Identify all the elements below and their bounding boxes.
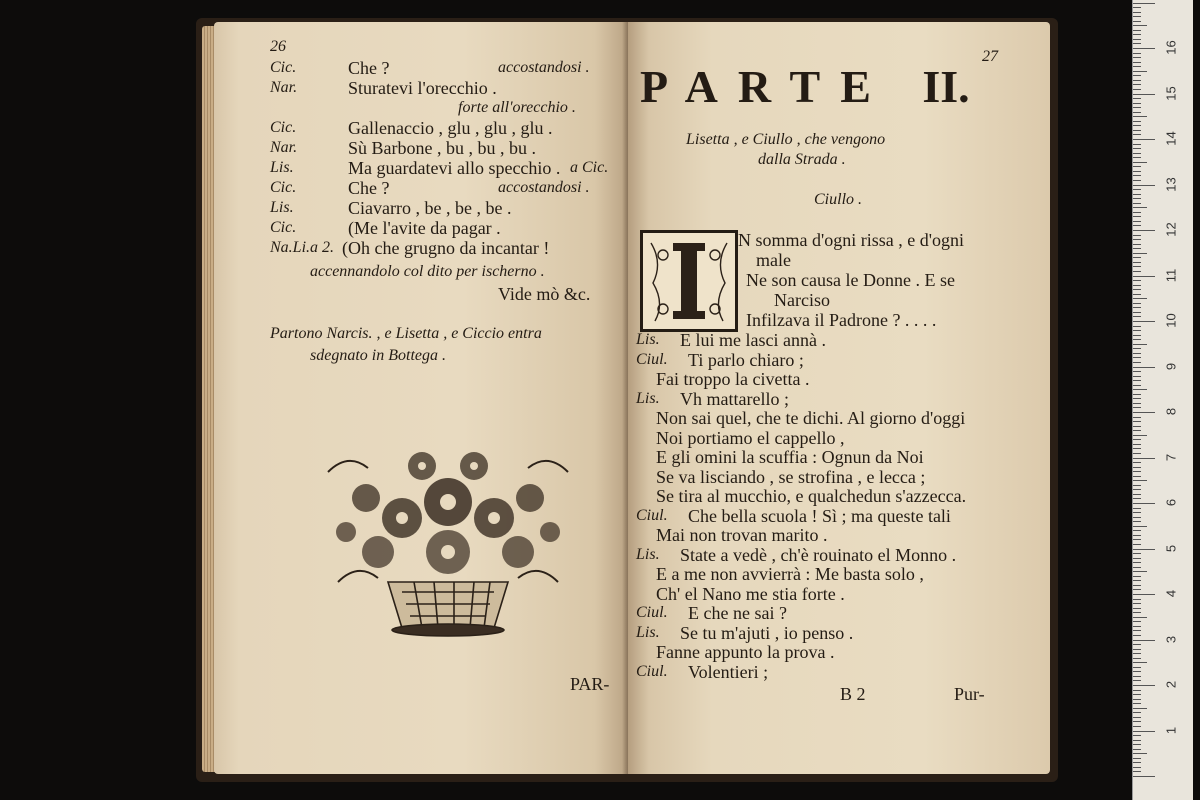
flower-basket-woodcut <box>318 432 578 640</box>
ruler-tick <box>1133 153 1141 154</box>
dialogue-text: (Oh che grugno da incantar ! <box>342 238 550 258</box>
opening-line: Narciso <box>774 290 830 310</box>
ruler-tick <box>1133 198 1141 199</box>
ruler-tick <box>1133 98 1141 99</box>
ruler-label: 13 <box>1163 176 1179 192</box>
dialogue-text: Che ? <box>348 178 390 198</box>
ruler-tick <box>1133 312 1141 313</box>
scene-heading-2: dalla Strada . <box>758 151 846 168</box>
ruler-tick <box>1133 130 1141 131</box>
ruler-tick <box>1133 539 1141 540</box>
ruler-tick <box>1133 671 1141 672</box>
ruler-tick <box>1133 740 1141 741</box>
ruler-tick <box>1133 225 1141 226</box>
catchword: Pur- <box>954 684 985 704</box>
speaker-label: Ciul. <box>636 350 668 368</box>
ruler-tick <box>1133 680 1141 681</box>
dialogue-text: E a me non avvierrà : Me basta solo , <box>656 564 924 584</box>
ruler-tick <box>1133 248 1141 249</box>
ruler-tick <box>1133 694 1141 695</box>
dialogue-text: Volentieri ; <box>688 661 769 682</box>
ruler-tick <box>1133 630 1141 631</box>
ruler-tick <box>1133 276 1155 277</box>
title-numeral: II. <box>922 61 970 112</box>
dialogue-text: Ma guardatevi allo specchio . <box>348 158 561 178</box>
ruler-tick <box>1133 753 1147 754</box>
ruler-label: 12 <box>1163 222 1179 237</box>
ruler-tick <box>1133 494 1141 495</box>
ruler-tick <box>1133 444 1141 445</box>
ruler-tick <box>1133 89 1141 90</box>
ruler-tick <box>1133 771 1141 772</box>
ruler-tick <box>1133 39 1141 40</box>
measuring-ruler <box>1132 0 1193 800</box>
opening-line: Infilzava il Padrone ? . . . . <box>746 310 937 330</box>
ruler-label: 4 <box>1163 589 1179 598</box>
ruler-label: 15 <box>1163 85 1179 101</box>
ruler-tick <box>1133 316 1141 317</box>
dialogue-text: Vh mattarello ; <box>680 388 789 409</box>
ruler-tick <box>1133 280 1141 281</box>
ruler-tick <box>1133 453 1141 454</box>
ruler-tick <box>1133 326 1141 327</box>
ruler-tick <box>1133 521 1141 522</box>
speaker-label: Na.Li.a 2. <box>270 239 335 256</box>
opening-line: N somma d'ogni rissa , e d'ogni <box>738 230 964 250</box>
ruler-tick <box>1133 253 1147 254</box>
speaker-label: Cic. <box>270 119 297 136</box>
speaker-heading: Ciullo . <box>814 191 863 208</box>
ruler-tick <box>1133 690 1141 691</box>
dialogue-text: Ti parlo chiaro ; <box>688 349 804 370</box>
page-number: 26 <box>270 38 286 55</box>
dialogue-text: Sù Barbone , bu , bu , bu . <box>348 138 536 158</box>
ruler-tick <box>1133 80 1141 81</box>
dialogue-text: Se va lisciando , se strofina , e lecca ; <box>656 466 926 487</box>
opening-line: male <box>756 250 791 270</box>
ruler-tick <box>1133 749 1141 750</box>
title-word: PARTE <box>640 61 891 112</box>
ruler-tick <box>1133 139 1155 140</box>
ruler-label: 8 <box>1163 407 1179 416</box>
dialogue-text: Che ? <box>348 58 390 78</box>
dialogue-text: (Me l'avite da pagar . <box>348 218 501 238</box>
ruler-tick <box>1133 603 1141 604</box>
ruler-tick <box>1133 617 1147 618</box>
ruler-tick <box>1133 458 1155 459</box>
ruler-tick <box>1133 185 1155 186</box>
ruler-tick <box>1133 235 1141 236</box>
ruler-tick <box>1133 448 1141 449</box>
speaker-label: Ciul. <box>636 506 668 524</box>
speaker-label: Ciul. <box>636 662 668 680</box>
stage-direction: accostandosi . <box>498 59 590 76</box>
ruler-tick <box>1133 489 1141 490</box>
ruler-tick <box>1133 407 1141 408</box>
ruler-tick <box>1133 121 1141 122</box>
ruler-tick <box>1133 608 1141 609</box>
ruler-tick <box>1133 676 1141 677</box>
speaker-label: Lis. <box>270 199 294 216</box>
ruler-tick <box>1133 157 1141 158</box>
ruler-tick <box>1133 398 1141 399</box>
ruler-tick <box>1133 371 1141 372</box>
ruler-tick <box>1133 357 1141 358</box>
ruler-tick <box>1133 48 1155 49</box>
ruler-tick <box>1133 430 1141 431</box>
ruler-tick <box>1133 467 1141 468</box>
ruler-tick <box>1133 558 1141 559</box>
ruler-tick <box>1133 289 1141 290</box>
ruler-tick <box>1133 744 1141 745</box>
ruler-tick <box>1133 380 1141 381</box>
ruler-tick <box>1133 175 1141 176</box>
ruler-tick <box>1133 30 1141 31</box>
ruler-label: 3 <box>1163 635 1179 643</box>
ruler-tick <box>1133 66 1141 67</box>
ruler-tick <box>1133 221 1141 222</box>
ruler-tick <box>1133 257 1141 258</box>
ruler-tick <box>1133 480 1147 481</box>
drop-cap-woodcut <box>640 230 738 332</box>
speaker-label: Cic. <box>270 59 297 76</box>
ruler-tick <box>1133 239 1141 240</box>
ruler-tick <box>1133 721 1141 722</box>
ruler-tick <box>1133 162 1147 163</box>
ruler-tick <box>1133 389 1147 390</box>
ruler-tick <box>1133 362 1141 363</box>
ruler-tick <box>1133 62 1141 63</box>
speaker-label: Nar. <box>270 79 298 96</box>
ruler-tick <box>1133 25 1147 26</box>
ruler-tick <box>1133 403 1141 404</box>
ruler-tick <box>1133 344 1147 345</box>
ruler-label: 7 <box>1163 453 1179 461</box>
ruler-label: 10 <box>1163 313 1179 328</box>
speaker-label: Lis. <box>636 545 660 563</box>
ruler-tick <box>1133 685 1155 686</box>
ruler-label: 5 <box>1163 544 1179 552</box>
ruler-tick <box>1133 244 1141 245</box>
ruler-label: 2 <box>1163 680 1179 689</box>
ruler-tick <box>1133 549 1155 550</box>
dialogue-text: Mai non trovan marito . <box>656 525 828 545</box>
ruler-tick <box>1133 266 1141 267</box>
ruler-tick <box>1133 717 1141 718</box>
ruler-tick <box>1133 7 1141 8</box>
ruler-tick <box>1133 599 1141 600</box>
ruler-label: 14 <box>1163 131 1179 146</box>
ruler-tick <box>1133 726 1141 727</box>
dialogue-text: Sturatevi l'orecchio . <box>348 78 497 98</box>
ruler-tick <box>1133 476 1141 477</box>
ruler-tick <box>1133 148 1141 149</box>
left-page <box>214 22 628 774</box>
exit-direction-1: Partono Narcis. , e Lisetta , e Ciccio entra <box>270 325 542 342</box>
ruler-label: 11 <box>1163 268 1179 282</box>
ruler-tick <box>1133 112 1141 113</box>
ruler-tick <box>1133 580 1141 581</box>
ruler-tick <box>1133 262 1141 263</box>
ruler-tick <box>1133 526 1147 527</box>
ruler-tick <box>1133 57 1141 58</box>
ruler-tick <box>1133 712 1141 713</box>
ruler-tick <box>1133 421 1141 422</box>
ruler-tick <box>1133 212 1141 213</box>
ruler-tick <box>1133 43 1141 44</box>
ruler-tick <box>1133 171 1141 172</box>
ruler-tick <box>1133 508 1141 509</box>
ruler-tick <box>1133 503 1155 504</box>
dialogue-text: Ciavarro , be , be , be . <box>348 198 512 218</box>
ruler-label: 9 <box>1163 362 1179 370</box>
dialogue-text: E gli omini la scuffia : Ognun da Noi <box>656 447 924 467</box>
ruler-tick <box>1133 348 1141 349</box>
ruler-tick <box>1133 180 1141 181</box>
ruler-tick <box>1133 34 1141 35</box>
ruler-tick <box>1133 594 1155 595</box>
ruler-tick <box>1133 498 1141 499</box>
ruler-tick <box>1133 330 1141 331</box>
ruler-tick <box>1133 125 1141 126</box>
ruler-tick <box>1133 658 1141 659</box>
ruler-tick <box>1133 621 1141 622</box>
dialogue-text: State a vedè , ch'è rouinato el Monno . <box>680 544 957 565</box>
ruler-tick <box>1133 767 1141 768</box>
ruler-tick <box>1133 653 1141 654</box>
ruler-tick <box>1133 385 1141 386</box>
ruler-tick <box>1133 207 1147 208</box>
ruler-tick <box>1133 567 1141 568</box>
vide-line: Vide mò &c. <box>498 284 591 304</box>
ruler-tick <box>1133 3 1155 4</box>
ruler-tick <box>1133 667 1141 668</box>
scene-heading-1: Lisetta , e Ciullo , che vengono <box>686 131 886 148</box>
ruler-tick <box>1133 662 1147 663</box>
dialogue-text: Se tira al mucchio, e qualchedun s'azzecca. <box>656 486 967 506</box>
ruler-tick <box>1133 294 1141 295</box>
ruler-tick <box>1133 699 1141 700</box>
ruler-tick <box>1133 367 1155 368</box>
ruler-tick <box>1133 394 1141 395</box>
ruler-tick <box>1133 703 1141 704</box>
ruler-tick <box>1133 571 1147 572</box>
ruler-tick <box>1133 376 1141 377</box>
dialogue-text: Gallenaccio , glu , glu , glu . <box>348 118 553 138</box>
ruler-tick <box>1133 708 1147 709</box>
ruler-tick <box>1133 16 1141 17</box>
ruler-label: 1 <box>1163 726 1179 734</box>
speaker-label: Lis. <box>636 331 660 348</box>
ruler-tick <box>1133 53 1141 54</box>
ruler-tick <box>1133 21 1141 22</box>
ruler-tick <box>1133 230 1155 231</box>
dialogue-text: Se tu m'ajuti , io penso . <box>680 622 854 643</box>
ruler-tick <box>1133 116 1147 117</box>
speaker-label: Ciul. <box>636 604 668 621</box>
dialogue-text: Noi portiamo el cappello , <box>656 427 845 448</box>
ruler-tick <box>1133 298 1147 299</box>
stage-direction: forte all'orecchio . <box>458 99 576 116</box>
dialogue-text: Che bella scuola ! Sì ; ma queste tali <box>688 505 951 526</box>
speaker-label: Lis. <box>636 623 660 641</box>
ruler-tick <box>1133 271 1141 272</box>
stage-direction: a Cic. <box>570 159 609 176</box>
dialogue-text: Fai troppo la civetta . <box>656 369 810 389</box>
ruler-tick <box>1133 417 1141 418</box>
dialogue-text: Ch' el Nano me stia forte . <box>656 583 845 604</box>
ruler-tick <box>1133 762 1141 763</box>
ruler-tick <box>1133 339 1141 340</box>
catchword: PAR- <box>570 674 610 694</box>
ruler-tick <box>1133 12 1141 13</box>
ruler-tick <box>1133 189 1141 190</box>
ruler-tick <box>1133 103 1141 104</box>
speaker-label: Lis. <box>270 159 294 176</box>
ruler-tick <box>1133 144 1141 145</box>
ruler-tick <box>1133 462 1141 463</box>
exit-direction-2: sdegnato in Bottega . <box>310 347 446 364</box>
dialogue-text: Non sai quel, che te dichi. Al giorno d'oggi <box>656 408 966 428</box>
ruler-tick <box>1133 166 1141 167</box>
ruler-tick <box>1133 439 1141 440</box>
speaker-label: Cic. <box>270 219 297 236</box>
ruler-tick <box>1133 194 1141 195</box>
ruler-tick <box>1133 471 1141 472</box>
stage-direction: accostandosi . <box>498 179 590 196</box>
ruler-tick <box>1133 353 1141 354</box>
ruler-tick <box>1133 562 1141 563</box>
dialogue-text: E lui me lasci annà . <box>680 330 826 350</box>
ruler-tick <box>1133 535 1141 536</box>
ruler-tick <box>1133 426 1141 427</box>
ruler-tick <box>1133 94 1155 95</box>
ruler-tick <box>1133 335 1141 336</box>
speaker-label: Lis. <box>636 389 660 407</box>
ruler-tick <box>1133 731 1155 732</box>
stage-direction: accennandolo col dito per ischerno . <box>310 263 545 280</box>
ruler-label: 16 <box>1163 40 1179 55</box>
ruler-tick <box>1133 75 1141 76</box>
ruler-tick <box>1133 530 1141 531</box>
ruler-label: 6 <box>1163 498 1179 507</box>
ruler-tick <box>1133 626 1141 627</box>
opening-line: Ne son causa le Donne . E se <box>746 270 955 290</box>
ruler-tick <box>1133 485 1141 486</box>
ruler-tick <box>1133 107 1141 108</box>
dialogue-text: E che ne sai ? <box>688 603 787 623</box>
section-title <box>640 60 970 113</box>
ruler-tick <box>1133 576 1141 577</box>
ruler-tick <box>1133 612 1141 613</box>
ruler-tick <box>1133 585 1141 586</box>
ruler-tick <box>1133 758 1141 759</box>
ruler-tick <box>1133 307 1141 308</box>
ruler-tick <box>1133 553 1141 554</box>
ruler-tick <box>1133 216 1141 217</box>
ruler-tick <box>1133 512 1141 513</box>
ruler-tick <box>1133 285 1141 286</box>
ruler-tick <box>1133 735 1141 736</box>
ruler-tick <box>1133 303 1141 304</box>
ruler-tick <box>1133 517 1141 518</box>
speaker-label: Nar. <box>270 139 298 156</box>
ruler-tick <box>1133 84 1141 85</box>
signature-mark: B 2 <box>840 684 866 704</box>
ruler-tick <box>1133 776 1155 777</box>
right-page <box>628 22 1050 774</box>
ruler-tick <box>1133 71 1147 72</box>
ruler-tick <box>1133 412 1155 413</box>
ruler-tick <box>1133 203 1141 204</box>
ruler-tick <box>1133 649 1141 650</box>
ruler-tick <box>1133 321 1155 322</box>
ruler-tick <box>1133 635 1141 636</box>
speaker-label: Cic. <box>270 179 297 196</box>
dialogue-text: Fanne appunto la prova . <box>656 642 835 662</box>
ruler-tick <box>1133 544 1141 545</box>
page-number: 27 <box>982 48 998 65</box>
ruler-tick <box>1133 589 1141 590</box>
ruler-tick <box>1133 640 1155 641</box>
ruler-tick <box>1133 644 1141 645</box>
ruler-tick <box>1133 435 1147 436</box>
ruler-tick <box>1133 134 1141 135</box>
